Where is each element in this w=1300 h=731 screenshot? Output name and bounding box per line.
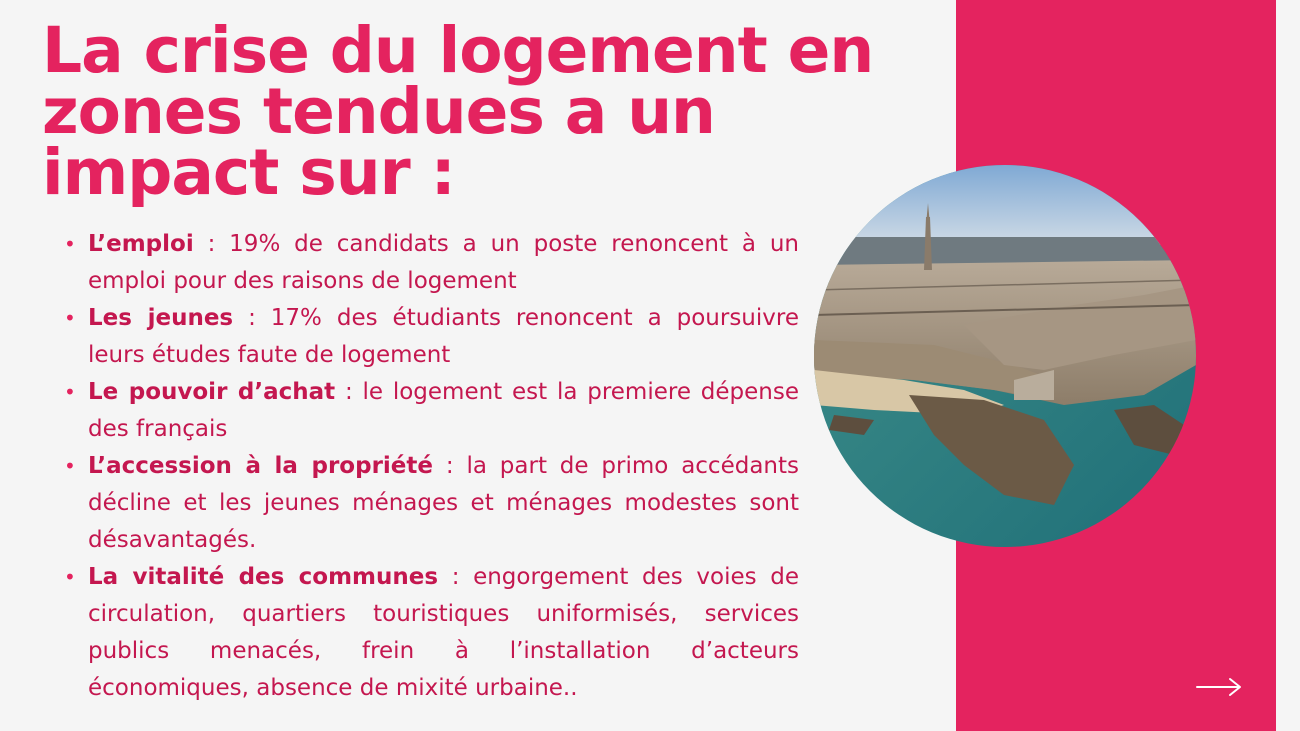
slide-title	[42, 14, 922, 209]
title-line: zones tendues a un	[42, 75, 715, 148]
list-item	[64, 559, 799, 707]
list-item	[64, 374, 799, 448]
title-line: La crise du logement en	[42, 14, 874, 87]
list-item	[64, 300, 799, 374]
item-term: Les jeunes	[88, 305, 234, 331]
item-term: L’emploi	[88, 231, 194, 257]
list-item	[64, 448, 799, 559]
bullet-icon: •	[64, 306, 76, 330]
title-line: impact sur :	[42, 136, 455, 209]
impact-list	[64, 226, 799, 707]
item-text: : la part de primo accédants décline et les jeunes ménages et ménages modestes sont désavantagés.	[88, 453, 799, 553]
item-text: : le logement est la premiere dépense des français	[88, 379, 799, 442]
walled-coastal-town-photo	[814, 165, 1196, 547]
list-item	[64, 226, 799, 300]
item-text: : 17% des étudiants renoncent a poursuivre leurs études faute de logement	[88, 305, 799, 368]
item-term: La vitalité des communes	[88, 564, 439, 590]
item-text: : 19% de candidats a un poste renoncent à un emploi pour des raisons de logement	[88, 231, 799, 294]
arrow-right-icon[interactable]	[1195, 676, 1243, 698]
item-term: L’accession à la propriété	[88, 453, 433, 479]
bullet-icon: •	[64, 380, 76, 404]
bullet-icon: •	[64, 454, 76, 478]
bullet-icon: •	[64, 232, 76, 256]
bullet-icon: •	[64, 565, 76, 589]
item-term: Le pouvoir d’achat	[88, 379, 336, 405]
item-text: : engorgement des voies de circulation, quartiers touristiques uniformisés, services publics menacés, frein à l’installation d’acteurs économiques, absence de mixité urbaine..	[88, 564, 799, 701]
